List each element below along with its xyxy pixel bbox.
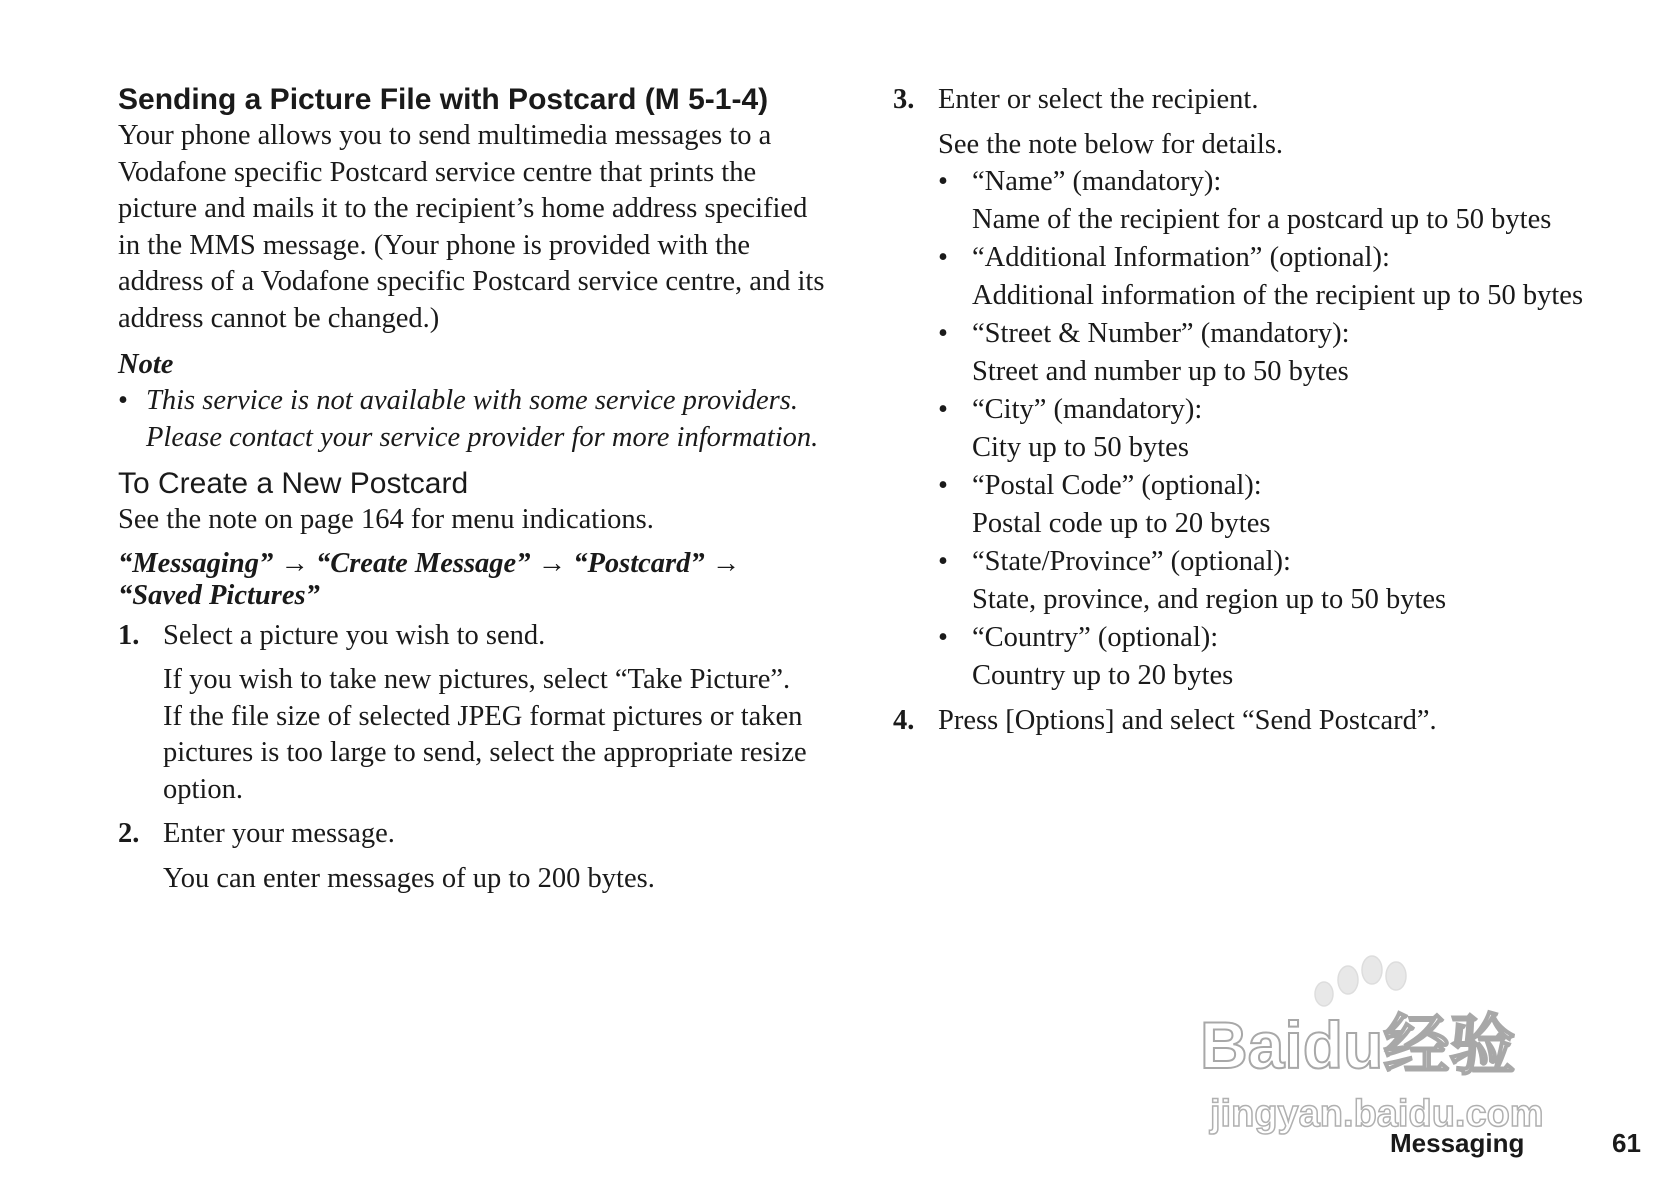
paw-toe-icon bbox=[1386, 962, 1406, 990]
bullet-icon: • bbox=[938, 166, 948, 197]
step-text: Select a picture you wish to send. bbox=[163, 619, 546, 651]
note-item bbox=[118, 383, 828, 456]
field-label: “Street & Number” (mandatory): bbox=[972, 318, 1350, 349]
right-column bbox=[893, 82, 1613, 740]
paw-toe-icon bbox=[1362, 956, 1382, 984]
list-item bbox=[938, 467, 1613, 543]
step-number: 2. bbox=[118, 818, 140, 849]
field-label: “Name” (mandatory): bbox=[972, 166, 1222, 197]
bullet-icon: • bbox=[938, 318, 948, 349]
list-item bbox=[938, 391, 1613, 467]
paw-toe-icon bbox=[1338, 966, 1358, 994]
field-description: Postal code up to 20 bytes bbox=[972, 508, 1271, 539]
field-label: “City” (mandatory): bbox=[972, 394, 1203, 425]
step-number: 1. bbox=[118, 619, 140, 651]
field-description: Name of the recipient for a postcard up to 50 bytes bbox=[972, 204, 1552, 235]
subheading: To Create a New Postcard bbox=[118, 467, 469, 500]
list-item bbox=[938, 315, 1613, 391]
list-item bbox=[938, 543, 1613, 619]
intro-paragraph: Your phone allows you to send multimedia messages to a Vodafone specific Postcard service centre that prints the picture and mails it to the recipient’s home address specified in the MMS message. (Your phone is provided with the address of a Vodafone specific Postcard service centre, and its address cannot be changed.) bbox=[118, 120, 825, 334]
baidu-watermark-logo bbox=[1200, 950, 1620, 1140]
footer-section-title: Messaging bbox=[1390, 1128, 1525, 1158]
bullet-icon: • bbox=[938, 394, 948, 425]
paw-toe-icon bbox=[1315, 982, 1333, 1006]
left-column bbox=[118, 82, 828, 897]
note-text: This service is not available with some service providers. Please contact your service provider for more information. bbox=[146, 385, 819, 453]
bullet-icon: • bbox=[938, 470, 948, 501]
step-2 bbox=[118, 816, 828, 897]
menu-path: “Messaging” → “Create Message” → “Postcard” → “Saved Pictures” bbox=[118, 547, 741, 611]
step-subtext: You can enter messages of up to 200 bytes. bbox=[163, 862, 655, 894]
step-text: Press [Options] and select “Send Postcard”. bbox=[938, 705, 1437, 736]
field-description: Additional information of the recipient up to 50 bytes bbox=[972, 280, 1584, 311]
step-1 bbox=[118, 618, 828, 809]
menu-note: See the note on page 164 for menu indications. bbox=[118, 504, 654, 535]
note-title: Note bbox=[118, 349, 174, 380]
step-number: 3. bbox=[893, 84, 915, 115]
bullet-icon: • bbox=[118, 385, 128, 416]
field-label: “State/Province” (optional): bbox=[972, 546, 1291, 577]
step-3 bbox=[893, 82, 1613, 695]
bullet-icon: • bbox=[938, 242, 948, 273]
recipient-field-list bbox=[938, 163, 1613, 695]
step-subtext: If the file size of selected JPEG format pictures or taken pictures is too large to send, select the appropriate resize option. bbox=[163, 700, 807, 805]
field-description: Street and number up to 50 bytes bbox=[972, 356, 1349, 387]
bullet-icon: • bbox=[938, 546, 948, 577]
list-item bbox=[938, 163, 1613, 239]
list-item bbox=[938, 619, 1613, 695]
step-text: Enter your message. bbox=[163, 818, 395, 849]
field-description: Country up to 20 bytes bbox=[972, 660, 1234, 691]
step-4 bbox=[893, 703, 1613, 740]
field-label: “Additional Information” (optional): bbox=[972, 242, 1390, 273]
section-heading: Sending a Picture File with Postcard (M 5-1-4) bbox=[118, 83, 769, 116]
list-item bbox=[938, 239, 1613, 315]
field-description: City up to 50 bytes bbox=[972, 432, 1189, 463]
step-number: 4. bbox=[893, 705, 915, 736]
field-description: State, province, and region up to 50 bytes bbox=[972, 584, 1447, 615]
bullet-icon: • bbox=[938, 622, 948, 653]
field-label: “Postal Code” (optional): bbox=[972, 470, 1262, 501]
watermark-brand-text: Baidu经验 bbox=[1200, 1008, 1516, 1082]
step-text: Enter or select the recipient. bbox=[938, 84, 1259, 115]
field-label: “Country” (optional): bbox=[972, 622, 1219, 653]
watermark-url-text: jingyan.baidu.com bbox=[1210, 1093, 1544, 1135]
page-number: 61 bbox=[1612, 1128, 1641, 1158]
step-subtext: See the note below for details. bbox=[938, 128, 1284, 160]
step-subtext: If you wish to take new pictures, select “Take Picture”. bbox=[163, 664, 791, 695]
